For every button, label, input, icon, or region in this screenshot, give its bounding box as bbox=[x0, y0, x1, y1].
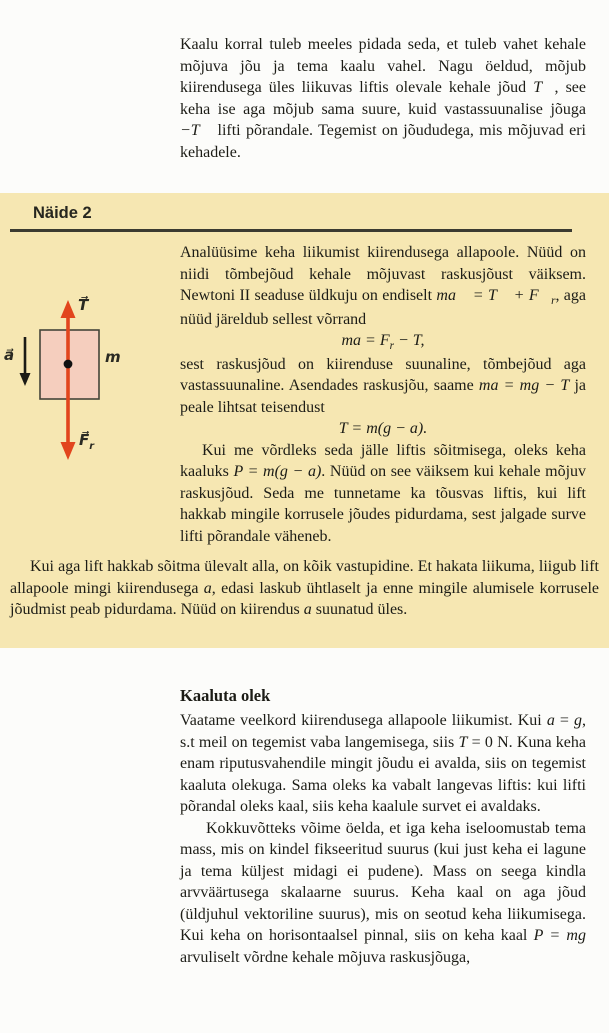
center-of-mass-dot bbox=[64, 360, 73, 369]
weightless-paragraph-1: Vaatame veelkord kiirendusega allapoole liikumist. Kui a = g, s.t meil on tegemist vaba langemisega, siis T = 0 N. Kuna keha enam riputusvahendile mingit jõudu ei avalda, siis on tegemist kaaluta olekuga. Sama oleks ka vabalt langevas liftis: kui lifti põrandal oleks kaal, siis keha kaalule survet ei avaldaks. bbox=[180, 712, 586, 815]
weightlessness-section bbox=[180, 685, 586, 968]
example-paragraph-4: Kui aga lift hakkab sõitma ülevalt alla, on kõik vastupidine. Et hakata liikuma, liigub lift allapoole mingi kiirendusega a, edasi laskub ühtlaselt ja enne mingile alumisele korrusele jõudmist peab pidurdama. Nüüd on kiirendus a suunatud üles. bbox=[10, 558, 599, 618]
example-title-rule bbox=[10, 229, 572, 232]
equation-ma-fr-t: ma = $F_r - T$, bbox=[341, 332, 425, 352]
acceleration-label: a⃗ bbox=[4, 346, 15, 364]
force-diagram-canvas bbox=[0, 290, 155, 480]
example-paragraph-3: Kui me võrdleks seda jälle liftis sõitmisega, oleks keha kaaluks P = m(g − a). Nüüd on see väiksem kui kehale mõjuv raskusjõud. Seda me tunnetame ka tõusvas liftis, kui lift hakkab mingile korrusele jõudes pidurdama, sest jalgade surve lifti põrandale väheneb. bbox=[180, 441, 587, 545]
example-text-column bbox=[180, 242, 586, 547]
acceleration-arrowhead-icon bbox=[20, 373, 31, 386]
force-diagram bbox=[0, 290, 155, 480]
weightless-paragraph-2: Kokkuvõtteks võime öelda, et iga keha iseloomustab tema mass, mis on kindel fikseeritud suurus (kui just keha ei lagune ja tema küljest midagi ei pudene). Mass on seega kindla arvväärtusega skalaarne suurus. Keha kaal on aga jõud (üldjuhul vektoriline suurus), mis on seotud keha liikumisega. Kui keha on horisontaalsel pinnal, siis on keha kaal P = mg arvuliselt võrdne kehale mõjuva raskusjõuga, bbox=[180, 819, 586, 966]
section-title: Kaaluta olek bbox=[180, 686, 271, 705]
intro-paragraph: Kaalu korral tuleb meeles pidada seda, et tuleb vahet kehale mõjuva jõu ja tema kaalu vahel. Nagu öeldud, mõjub kiirendusega üles liikuvas liftis olevale kehale jõud T⃗, see keha ise aga mõjub sama suure, kuid vastassuunalise jõuga −T⃗ lifti põrandale. Tegemist on jõududega, mis mõjuvad eri kehadele. bbox=[180, 36, 586, 161]
example-box bbox=[0, 193, 609, 648]
tension-label: T⃗ bbox=[78, 296, 89, 314]
tension-arrowhead-icon bbox=[61, 300, 76, 318]
example-paragraph-2: sest raskusjõud on kiirenduse suunaline, tõmbejõud aga vastassuunaline. Asendades raskusjõu, saame ma = mg − T ja peale lihtsat teisendust bbox=[180, 355, 586, 416]
example-title: Näide 2 bbox=[33, 204, 92, 222]
mass-label: m bbox=[105, 348, 121, 366]
gravity-arrowhead-icon bbox=[61, 442, 76, 460]
example-paragraph-1: Analüüsime keha liikumist kiirendusega allapoole. Nüüd on niidi tõmbejõud kehale mõjuvast raskusjõust väiksem. Newtoni II seaduse üldkuju on endiselt ma⃗ = T⃗ + $F⃗_r$, aga nüüd järeldub sellest võrrand bbox=[180, 244, 587, 328]
gravity-label: $F⃗_r$ bbox=[79, 431, 95, 453]
equation-t-mga: T = m(g − a). bbox=[338, 420, 428, 437]
